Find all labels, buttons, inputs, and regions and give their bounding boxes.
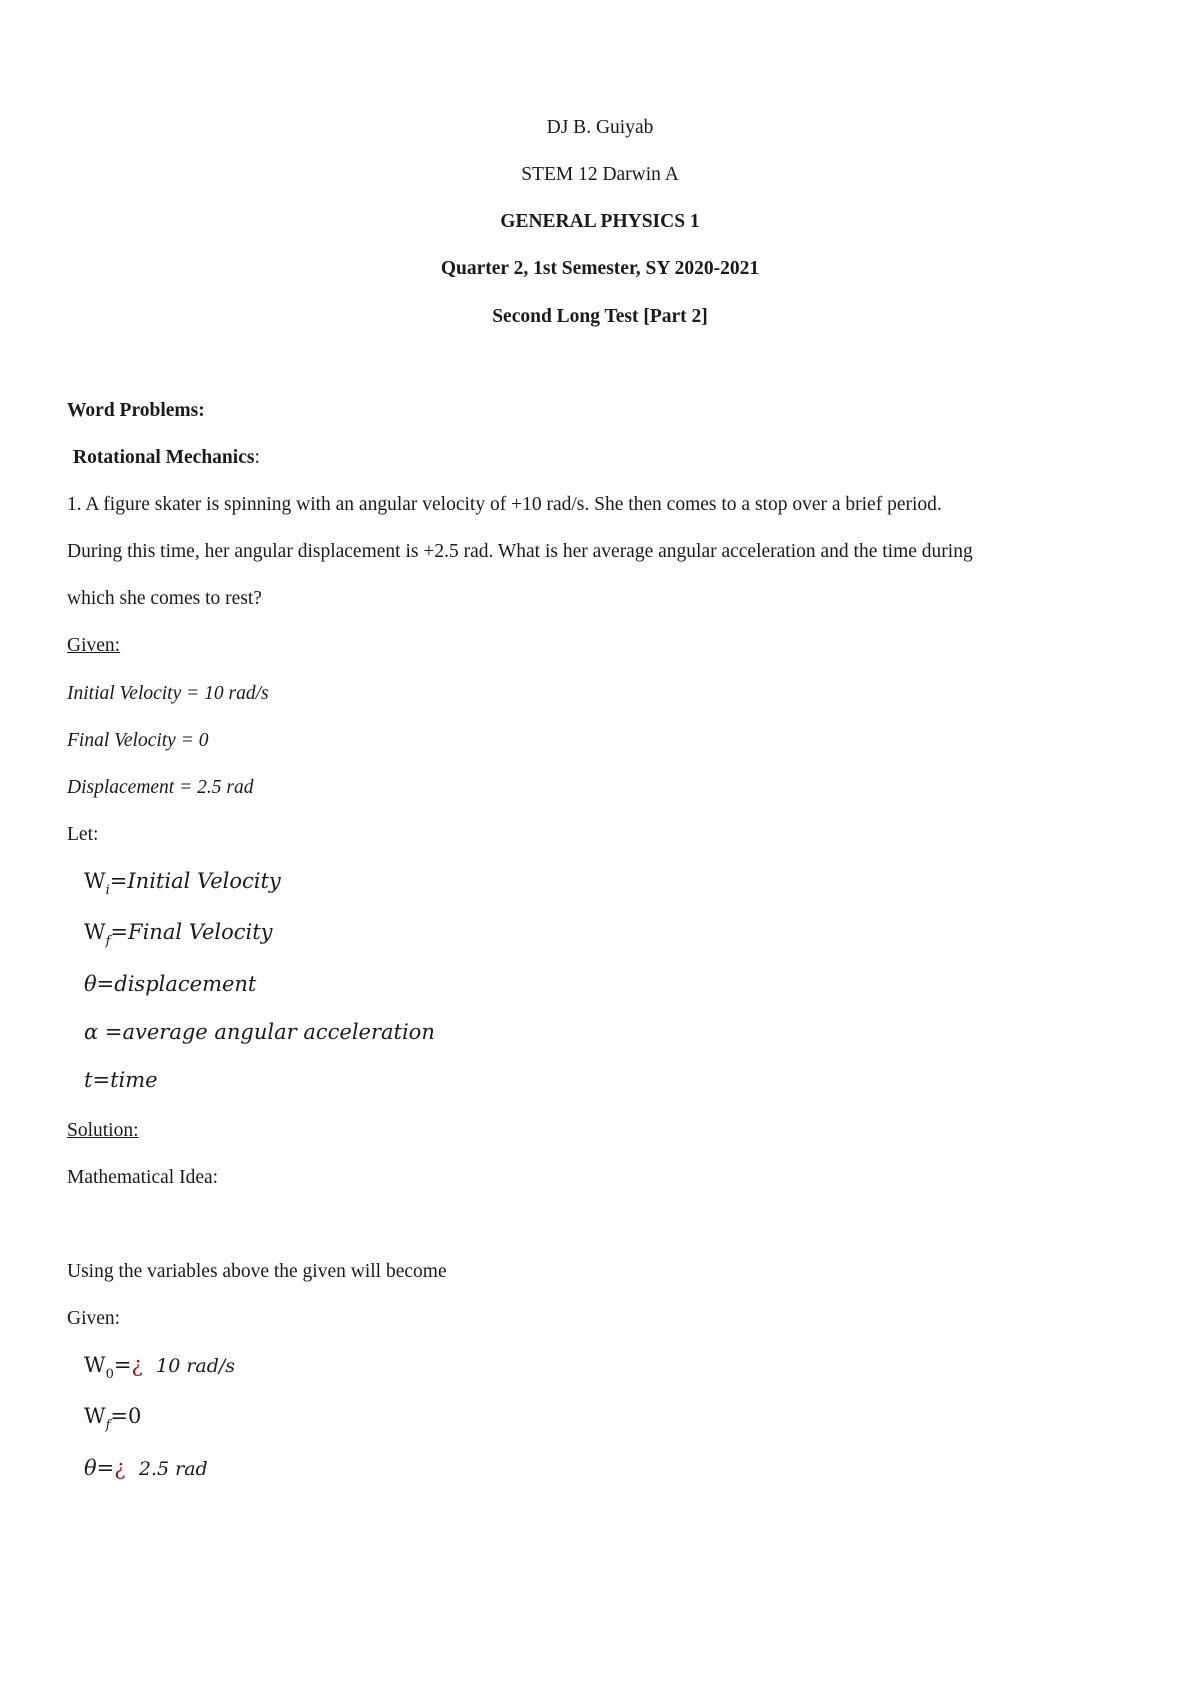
given-label-2: Given:: [67, 1308, 121, 1329]
missing-symbol-marker: ¿: [114, 1456, 126, 1480]
author-name: DJ B. Guiyab: [546, 117, 654, 138]
word-problems-heading: Word Problems:: [67, 400, 205, 421]
class-section: STEM 12 Darwin A: [521, 164, 679, 185]
missing-symbol-marker: ¿: [131, 1353, 143, 1377]
variable-definition: $W_i=Initial$ Velocity: [84, 869, 281, 898]
variable-definition: θ=displacement: [84, 972, 257, 996]
variable-definition: t=time: [84, 1068, 158, 1092]
solution-label: Solution:: [67, 1120, 139, 1141]
problem-line-2: During this time, her angular displacement is +2.5 rad. What is her average angular acceleration and the time during: [67, 541, 973, 562]
test-title: Second Long Test [Part 2]: [492, 306, 708, 327]
topic-colon: :: [254, 447, 260, 468]
given-item: Displacement = 2.5 rad: [67, 777, 254, 798]
subject-title: GENERAL PHYSICS 1: [500, 211, 700, 232]
mathematical-idea-label: Mathematical Idea:: [67, 1167, 219, 1188]
variables-intro: Using the variables above the given will become: [67, 1261, 447, 1282]
given-item: Final Velocity = 0: [67, 730, 209, 751]
given-value-equation: θ=¿ 2.5 rad: [84, 1456, 208, 1480]
problem-line-1: 1. A figure skater is spinning with an angular velocity of +10 rad/s. She then comes to a stop over a brief period.: [67, 494, 942, 515]
problem-line-3: which she comes to rest?: [67, 588, 262, 609]
let-label: Let:: [67, 824, 99, 845]
topic-title: Rotational Mechanics: [73, 447, 255, 468]
topic-heading: [73, 448, 260, 468]
given-value-equation: $W_f=0$: [84, 1404, 142, 1433]
variable-definition: α =average angular acceleration: [84, 1020, 435, 1044]
variable-definition: $W_f=Final$ Velocity: [84, 920, 273, 949]
term-line: Quarter 2, 1st Semester, SY 2020-2021: [440, 258, 760, 279]
given-label: Given:: [67, 635, 121, 656]
given-item: Initial Velocity = 10 rad/s: [67, 683, 269, 704]
given-value-equation: $W_0=¿$ 10 rad/s: [84, 1353, 236, 1382]
